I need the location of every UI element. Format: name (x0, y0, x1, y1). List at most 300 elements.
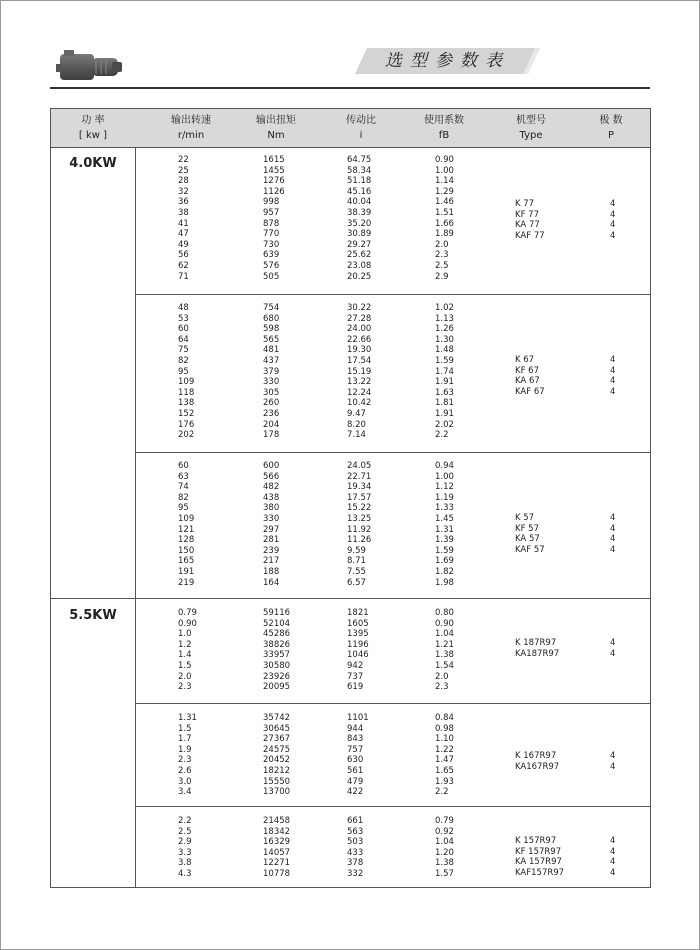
poles-cell: 4 (610, 365, 616, 376)
factor-column (435, 461, 454, 588)
table-cell: 188 (263, 566, 280, 577)
table-cell: 944 (347, 723, 364, 734)
table-cell: 2.0 (435, 239, 449, 250)
table-cell: 30580 (263, 660, 291, 671)
table-cell: 59116 (263, 608, 291, 618)
table-cell: 64 (178, 334, 189, 345)
torque-column (263, 461, 279, 588)
table-cell: 3.8 (178, 858, 192, 869)
speed-column (178, 461, 194, 588)
type-cell: KF 157R97 (515, 846, 562, 857)
table-cell: 2.0 (178, 671, 192, 682)
table-cell: 1.65 (435, 765, 454, 776)
torque-column (263, 155, 285, 282)
table-cell: 36 (178, 197, 189, 208)
table-cell: 1.98 (435, 577, 454, 588)
type-cell: KA 77 (515, 220, 540, 231)
table-cell: 1.10 (435, 734, 454, 745)
header-service-factor: 使用系数 fB (424, 115, 464, 141)
type-cell: KAF 77 (515, 230, 545, 241)
table-cell: 4.3 (178, 868, 192, 879)
speed-column (178, 608, 197, 693)
table-cell: 56 (178, 250, 189, 261)
table-cell: 1.33 (435, 503, 454, 514)
table-cell: 165 (178, 556, 195, 567)
title-banner (355, 48, 540, 74)
table-cell: 25.62 (347, 250, 372, 261)
table-cell: 297 (263, 524, 280, 535)
table-cell: 217 (263, 556, 280, 567)
table-cell: 1.89 (435, 229, 454, 240)
table-cell: 95 (178, 366, 189, 377)
table-cell: 191 (178, 566, 195, 577)
table-cell: 0.94 (435, 461, 454, 471)
table-cell: 14057 (263, 847, 291, 858)
torque-column (263, 608, 290, 693)
poles-cell: 4 (610, 513, 616, 523)
table-cell: 1.26 (435, 324, 454, 335)
table-cell: 41 (178, 218, 189, 229)
table-cell: 8.71 (347, 556, 366, 567)
table-cell: 150 (178, 545, 195, 556)
table-cell: 75 (178, 345, 189, 356)
type-cell: KAF 57 (515, 544, 545, 555)
table-cell: 24.05 (347, 461, 372, 471)
table-cell: 219 (178, 577, 195, 588)
table-cell: 13700 (263, 787, 291, 798)
header-poles: 极 数 P (599, 115, 623, 141)
table-cell: 737 (347, 671, 364, 682)
table-cell: 0.90 (435, 618, 454, 629)
type-column (515, 355, 545, 397)
table-cell: 2.3 (178, 755, 192, 766)
type-cell: KA 157R97 (515, 857, 562, 868)
header-ratio: 传动比 i (346, 115, 376, 141)
table-cell: 63 (178, 471, 189, 482)
table-cell: 60 (178, 461, 189, 471)
table-cell: 18212 (263, 765, 291, 776)
table-cell: 1.91 (435, 377, 454, 388)
table-cell: 152 (178, 408, 195, 419)
table-cell: 236 (263, 408, 280, 419)
table-cell: 11.92 (347, 524, 372, 535)
table-cell: 2.3 (435, 682, 449, 693)
factor-column (435, 713, 454, 798)
table-cell: 0.98 (435, 723, 454, 734)
table-cell: 7.55 (347, 566, 366, 577)
table-cell: 481 (263, 345, 280, 356)
table-cell: 332 (347, 868, 364, 879)
table-cell: 0.92 (435, 826, 454, 837)
table-cell: 1.66 (435, 218, 454, 229)
table-cell: 71 (178, 271, 189, 282)
poles-cell: 4 (610, 761, 616, 772)
table-cell: 2.3 (435, 250, 449, 261)
table-cell: 12.24 (347, 387, 372, 398)
table-cell: 281 (263, 535, 280, 546)
table-cell: 38.39 (347, 207, 372, 218)
type-cell: KAF157R97 (515, 867, 565, 878)
table-cell: 770 (263, 229, 280, 240)
table-cell: 24.00 (347, 324, 372, 335)
table-cell: 505 (263, 271, 280, 282)
table-cell: 138 (178, 398, 195, 409)
table-cell: 2.3 (178, 682, 192, 693)
table-cell: 260 (263, 398, 280, 409)
table-cell: 178 (263, 430, 280, 441)
table-cell: 503 (347, 837, 364, 848)
table-cell: 2.6 (178, 765, 192, 776)
poles-cell: 4 (610, 199, 616, 209)
table-cell: 378 (347, 858, 364, 869)
table-cell: 1.04 (435, 629, 454, 640)
type-column (515, 751, 559, 772)
table-cell: 1.91 (435, 408, 454, 419)
type-cell: KA187R97 (515, 648, 560, 659)
header-speed: 输出转速 r/min (171, 115, 211, 141)
table-cell: 1196 (347, 639, 369, 650)
table-cell: 730 (263, 239, 280, 250)
table-cell: 95 (178, 503, 189, 514)
table-cell: 20452 (263, 755, 291, 766)
table-cell: 20095 (263, 682, 291, 693)
table-cell: 58.34 (347, 165, 372, 176)
table-cell: 17.54 (347, 355, 372, 366)
table-cell: 38826 (263, 639, 291, 650)
group-separator (135, 703, 650, 704)
selection-table (50, 108, 651, 888)
poles-cell: 4 (610, 751, 616, 761)
table-cell: 1.39 (435, 535, 454, 546)
speed-column (178, 303, 194, 441)
table-cell: 15550 (263, 776, 291, 787)
table-cell: 1.63 (435, 387, 454, 398)
table-cell: 1.12 (435, 482, 454, 493)
power-column-divider (135, 147, 136, 887)
table-cell: 1.59 (435, 545, 454, 556)
table-cell: 12271 (263, 858, 291, 869)
table-cell: 0.79 (178, 608, 197, 618)
power-label-5-5kw: 5.5KW (69, 608, 117, 623)
table-cell: 18342 (263, 826, 291, 837)
table-cell: 176 (178, 419, 195, 430)
table-cell: 24575 (263, 744, 291, 755)
table-cell: 19.30 (347, 345, 372, 356)
factor-column (435, 155, 454, 282)
poles-cell: 4 (610, 846, 616, 857)
table-cell: 1276 (263, 176, 285, 187)
table-cell: 49 (178, 239, 189, 250)
table-cell: 1455 (263, 165, 285, 176)
table-cell: 82 (178, 492, 189, 503)
table-cell: 1395 (347, 629, 369, 640)
table-cell: 563 (347, 826, 364, 837)
table-cell: 1.20 (435, 847, 454, 858)
table-cell: 1.46 (435, 197, 454, 208)
table-cell: 1.45 (435, 513, 454, 524)
table-cell: 60 (178, 324, 189, 335)
table-cell: 64.75 (347, 155, 372, 165)
type-cell: KA 57 (515, 534, 540, 545)
type-column (515, 836, 564, 878)
group-separator (135, 806, 650, 807)
table-cell: 51.18 (347, 176, 372, 187)
table-cell: 13.22 (347, 377, 372, 388)
table-cell: 1.5 (178, 723, 192, 734)
table-cell: 10778 (263, 868, 291, 879)
table-cell: 20.25 (347, 271, 372, 282)
table-cell: 1046 (347, 650, 369, 661)
table-cell: 1.38 (435, 650, 454, 661)
table-cell: 566 (263, 471, 280, 482)
table-cell: 33957 (263, 650, 291, 661)
table-cell: 1.0 (178, 629, 192, 640)
table-cell: 754 (263, 303, 280, 313)
table-cell: 6.57 (347, 577, 366, 588)
table-cell: 330 (263, 513, 280, 524)
table-cell: 53 (178, 313, 189, 324)
table-cell: 1.51 (435, 207, 454, 218)
poles-cell: 4 (610, 355, 616, 365)
table-cell: 2.9 (178, 837, 192, 848)
table-cell: 2.0 (435, 671, 449, 682)
header-torque: 输出扭矩 Nm (256, 115, 296, 141)
table-cell: 1.48 (435, 345, 454, 356)
table-cell: 128 (178, 535, 195, 546)
table-cell: 17.57 (347, 492, 372, 503)
ratio-column (347, 303, 371, 441)
table-cell: 7.14 (347, 430, 366, 441)
table-cell: 1.81 (435, 398, 454, 409)
table-cell: 998 (263, 197, 280, 208)
gear-motor-icon (56, 44, 126, 86)
table-cell: 38 (178, 207, 189, 218)
ratio-column (347, 155, 371, 282)
poles-cell: 4 (610, 523, 616, 534)
table-cell: 47 (178, 229, 189, 240)
type-cell: K 57 (515, 513, 535, 523)
table-cell: 1126 (263, 186, 285, 197)
table-cell: 1.5 (178, 660, 192, 671)
table-cell: 1.38 (435, 858, 454, 869)
group-separator (135, 598, 650, 599)
poles-cell: 4 (610, 376, 616, 387)
table-cell: 1.31 (435, 524, 454, 535)
table-cell: 2.2 (435, 430, 449, 441)
header-type: 机型号 Type (516, 115, 546, 141)
table-cell: 1.93 (435, 776, 454, 787)
table-cell: 1.04 (435, 837, 454, 848)
table-cell: 1.19 (435, 492, 454, 503)
table-cell: 0.80 (435, 608, 454, 618)
table-cell: 13.25 (347, 513, 372, 524)
table-cell: 680 (263, 313, 280, 324)
table-cell: 1.74 (435, 366, 454, 377)
table-cell: 1.69 (435, 556, 454, 567)
table-cell: 1101 (347, 713, 369, 723)
table-cell: 30.89 (347, 229, 372, 240)
table-cell: 1.21 (435, 639, 454, 650)
table-cell: 204 (263, 419, 280, 430)
table-cell: 843 (347, 734, 364, 745)
group-separator (135, 294, 650, 295)
type-column (515, 199, 545, 241)
poles-cell: 4 (610, 230, 616, 241)
poles-cell: 4 (610, 544, 616, 555)
table-cell: 598 (263, 324, 280, 335)
table-cell: 661 (347, 816, 364, 826)
table-cell: 1.7 (178, 734, 192, 745)
table-cell: 600 (263, 461, 280, 471)
table-cell: 0.90 (435, 155, 454, 165)
table-cell: 202 (178, 430, 195, 441)
table-cell: 9.47 (347, 408, 366, 419)
table-cell: 29.27 (347, 239, 372, 250)
table-cell: 74 (178, 482, 189, 493)
table-header (51, 109, 650, 148)
table-cell: 630 (347, 755, 364, 766)
table-cell: 1.57 (435, 868, 454, 879)
type-cell: KF 77 (515, 209, 539, 220)
type-cell: KAF 67 (515, 386, 545, 397)
table-cell: 1.2 (178, 639, 192, 650)
type-cell: KF 67 (515, 365, 539, 376)
table-cell: 1615 (263, 155, 285, 165)
page-title: 选型参数表 (385, 51, 510, 71)
ratio-column (347, 608, 369, 693)
ratio-column (347, 713, 369, 798)
table-cell: 15.22 (347, 503, 372, 514)
table-cell: 9.59 (347, 545, 366, 556)
factor-column (435, 816, 454, 880)
type-cell: K 157R97 (515, 836, 557, 846)
table-cell: 32 (178, 186, 189, 197)
table-cell: 239 (263, 545, 280, 556)
table-cell: 1605 (347, 618, 369, 629)
table-cell: 561 (347, 765, 364, 776)
power-separator (51, 598, 135, 599)
table-cell: 25 (178, 165, 189, 176)
table-cell: 380 (263, 503, 280, 514)
table-cell: 30645 (263, 723, 291, 734)
table-cell: 1.4 (178, 650, 192, 661)
table-cell: 0.90 (178, 618, 197, 629)
table-cell: 52104 (263, 618, 291, 629)
power-label-4kw: 4.0KW (69, 156, 117, 171)
table-cell: 2.02 (435, 419, 454, 430)
table-cell: 45.16 (347, 186, 372, 197)
table-cell: 433 (347, 847, 364, 858)
table-cell: 1.54 (435, 660, 454, 671)
table-cell: 1.22 (435, 744, 454, 755)
table-cell: 109 (178, 513, 195, 524)
table-cell: 619 (347, 682, 364, 693)
table-cell: 330 (263, 377, 280, 388)
table-cell: 1.00 (435, 471, 454, 482)
table-cell: 422 (347, 787, 364, 798)
factor-column (435, 608, 454, 693)
table-cell: 2.2 (435, 787, 449, 798)
table-cell: 48 (178, 303, 189, 313)
type-cell: KA167R97 (515, 761, 560, 772)
table-cell: 2.2 (178, 816, 192, 826)
table-cell: 379 (263, 366, 280, 377)
poles-cell: 4 (610, 836, 616, 846)
table-cell: 164 (263, 577, 280, 588)
table-cell: 8.20 (347, 419, 366, 430)
table-cell: 118 (178, 387, 195, 398)
table-cell: 3.0 (178, 776, 192, 787)
table-cell: 757 (347, 744, 364, 755)
table-cell: 27367 (263, 734, 291, 745)
table-cell: 45286 (263, 629, 291, 640)
table-cell: 10.42 (347, 398, 372, 409)
torque-column (263, 303, 279, 441)
table-cell: 1.82 (435, 566, 454, 577)
table-cell: 2.5 (435, 260, 449, 271)
table-cell: 11.26 (347, 535, 372, 546)
poles-cell: 4 (610, 534, 616, 545)
table-cell: 19.34 (347, 482, 372, 493)
table-cell: 3.4 (178, 787, 192, 798)
table-cell: 565 (263, 334, 280, 345)
table-cell: 1.30 (435, 334, 454, 345)
poles-cell: 4 (610, 220, 616, 231)
type-column (515, 513, 545, 555)
type-column (515, 638, 559, 659)
table-cell: 1.47 (435, 755, 454, 766)
speed-column (178, 816, 192, 880)
table-cell: 1.59 (435, 355, 454, 366)
table-cell: 22.66 (347, 334, 372, 345)
poles-cell: 4 (610, 209, 616, 220)
poles-cell: 4 (610, 867, 616, 878)
table-cell: 22 (178, 155, 189, 165)
speed-column (178, 713, 197, 798)
poles-cell: 4 (610, 638, 616, 648)
poles-column (610, 638, 615, 659)
table-cell: 479 (347, 776, 364, 787)
table-cell: 1.14 (435, 176, 454, 187)
table-cell: 437 (263, 355, 280, 366)
poles-cell: 4 (610, 857, 616, 868)
torque-column (263, 713, 290, 798)
poles-column (610, 513, 615, 555)
poles-column (610, 199, 615, 241)
table-cell: 22.71 (347, 471, 372, 482)
poles-column (610, 751, 615, 772)
type-cell: K 77 (515, 199, 535, 209)
table-cell: 639 (263, 250, 280, 261)
table-cell: 82 (178, 355, 189, 366)
table-cell: 62 (178, 260, 189, 271)
type-cell: K 67 (515, 355, 535, 365)
table-cell: 942 (347, 660, 364, 671)
table-cell: 1.13 (435, 313, 454, 324)
ratio-column (347, 816, 363, 880)
table-cell: 30.22 (347, 303, 372, 313)
table-cell: 0.79 (435, 816, 454, 826)
table-cell: 1.02 (435, 303, 454, 313)
group-separator (135, 452, 650, 453)
table-cell: 121 (178, 524, 195, 535)
type-cell: K 167R97 (515, 751, 557, 761)
table-cell: 3.3 (178, 847, 192, 858)
table-cell: 35.20 (347, 218, 372, 229)
header-power: 功 率 [ kw ] (78, 115, 108, 141)
torque-column (263, 816, 290, 880)
type-cell: K 187R97 (515, 638, 557, 648)
